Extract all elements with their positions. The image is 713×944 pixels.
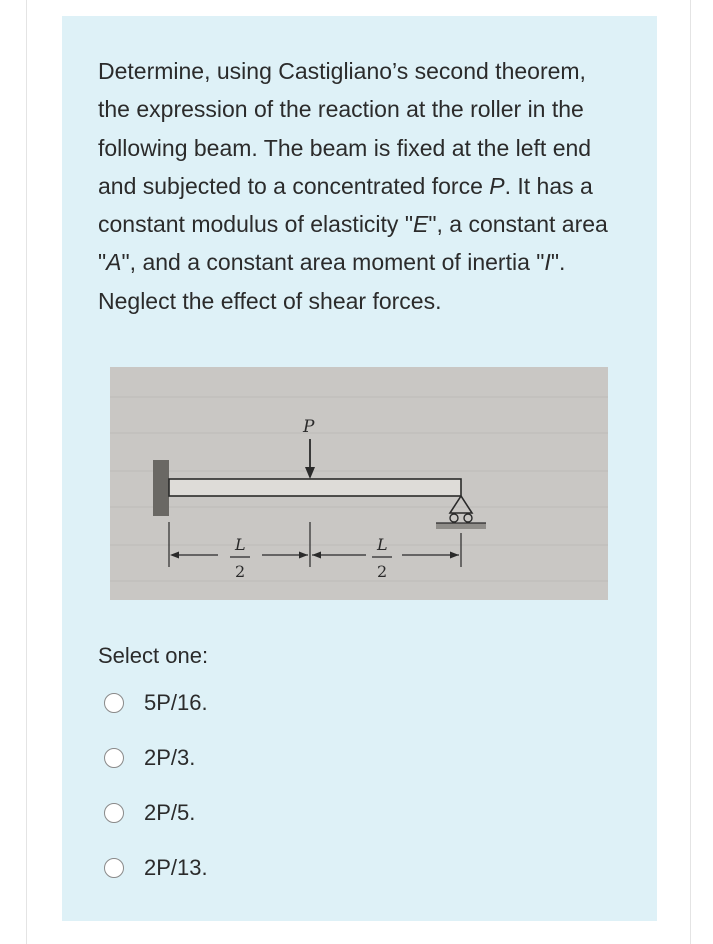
fixed-support-wall <box>153 460 169 516</box>
option-2[interactable] <box>104 738 404 778</box>
load-arrow-icon <box>305 439 315 479</box>
beam-figure <box>110 367 608 600</box>
option-label: 5P/16. <box>144 690 208 715</box>
right-span-numerator: L <box>377 535 388 554</box>
option-1[interactable] <box>104 683 404 723</box>
radio-button-icon[interactable] <box>104 693 124 713</box>
question-text: Determine, using Castigliano’s second theorem, the expression of the reaction at the roller in the following beam. The beam is fixed at the left end and subjected to a concentrated force P. It has a constant modulus of elasticity "E", a constant area "A", and a constant area moment of inertia "I". Neglect the effect of shear forces. <box>98 58 608 314</box>
load-label: P <box>303 417 315 437</box>
option-label: 2P/13. <box>144 855 208 880</box>
right-span-dimension <box>312 535 459 581</box>
left-span-dimension <box>170 535 308 581</box>
right-span-denominator: 2 <box>377 562 388 581</box>
option-4[interactable] <box>104 848 404 888</box>
left-span-numerator: L <box>235 535 246 554</box>
left-span-denominator: 2 <box>235 562 246 581</box>
radio-button-icon[interactable] <box>104 748 124 768</box>
beam-diagram <box>110 367 608 600</box>
roller-support-icon <box>436 496 486 529</box>
page-border-right <box>690 0 691 944</box>
select-one-label: Select one: <box>98 643 209 668</box>
option-3[interactable] <box>104 793 404 833</box>
option-label: 2P/3. <box>144 745 196 770</box>
radio-button-icon[interactable] <box>104 858 124 878</box>
radio-button-icon[interactable] <box>104 803 124 823</box>
question-card <box>62 16 657 921</box>
beam <box>169 479 461 496</box>
option-label: 2P/5. <box>144 800 196 825</box>
page-border-left <box>26 0 27 944</box>
